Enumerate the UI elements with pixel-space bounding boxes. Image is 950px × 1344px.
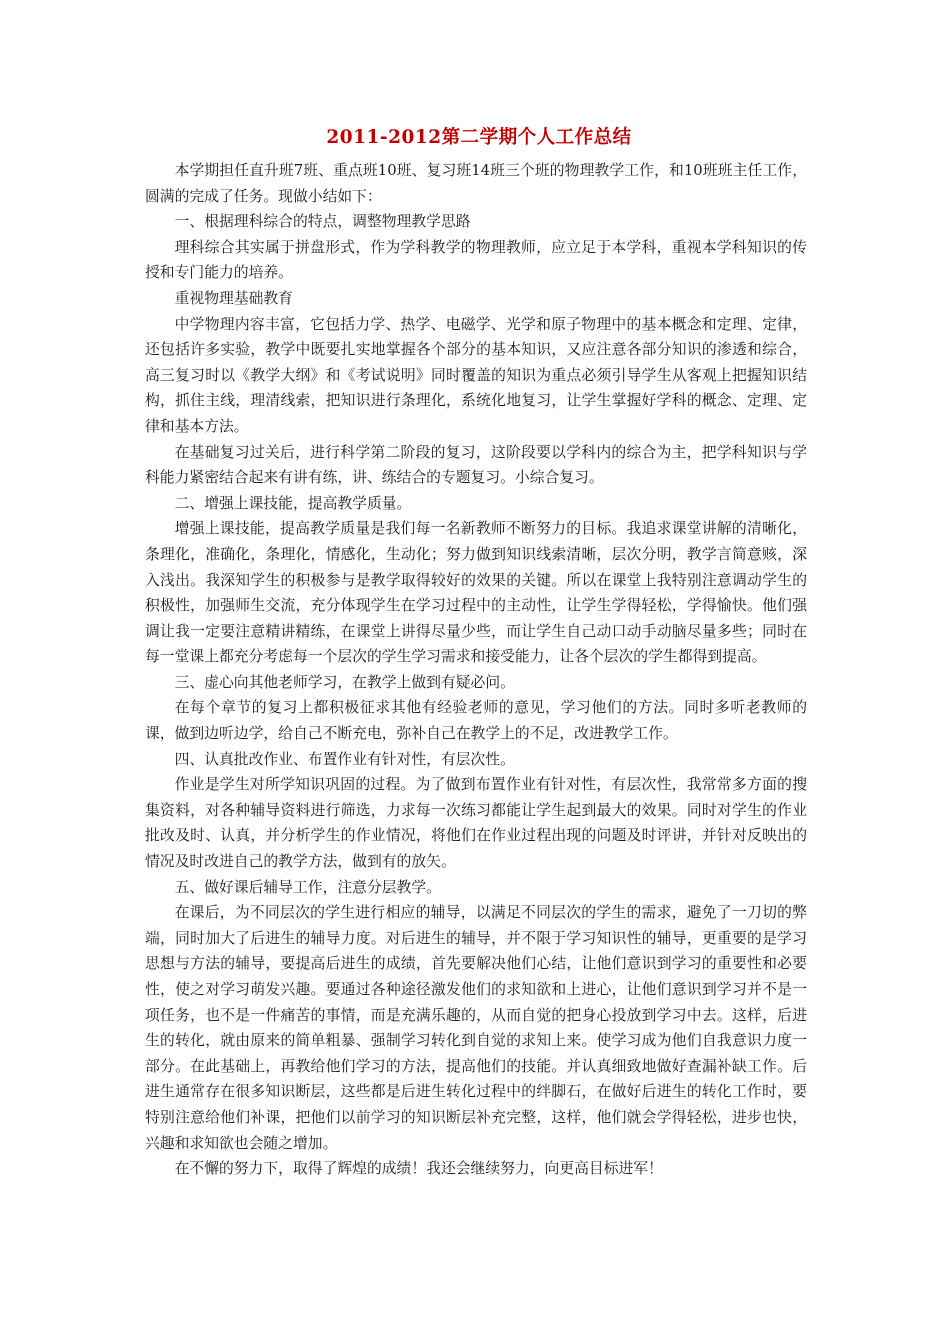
paragraph: 作业是学生对所学知识巩固的过程。为了做到布置作业有针对性，有层次性，我常常多方面的搜集资料，对各种辅导资料进行筛选，力求每一次练习都能让学生起到最大的效果。同时对学生的作业批改及时、认真，并分析学生的作业情况，将他们在作业过程出现的问题及时评讲，并针对反映出的情况及时改进自己的教学方法，做到有的放矢。 — [145, 776, 807, 871]
section-heading-1: 一、根据理科综合的特点，调整物理教学思路 — [174, 213, 471, 231]
paragraph: 在课后，为不同层次的学生进行相应的辅导，以满足不同层次的学生的需求，避免了一刀切的弊端，同时加大了后进生的辅导力度。对后进生的辅导，并不限于学习知识性的辅导，更重要的是学习思想与方法的辅导，要提高后进生的成绩，首先要解决他们心结，让他们意识到学习的重要性和必要性，使之对学习萌发兴趣。要通过各种途径激发他们的求知欲和上进心，让他们意识到学习并不是一项任务，也不是一件痛苦的事情，而是充满乐趣的，从而自觉的把身心投放到学习中去。这样，后进生的转化，就由原来的简单粗暴、强制学习转化到自觉的求知上来。使学习成为他们自我意识力度一部分。在此基础上，再教给他们学习的方法，提高他们的技能。并认真细致地做好查漏补缺工作。后进生通常存在很多知识断层，这些都是后进生转化过程中的绊脚石，在做好后进生的转化工作时，要特别注意给他们补课，把他们以前学习的知识断层补充完整，这样，他们就会学得轻松，进步也快，兴趣和求知欲也会随之增加。 — [145, 904, 807, 1152]
document-title: 2011-2012第二学期个人工作总结 — [326, 127, 632, 148]
paragraph: 理科综合其实属于拼盘形式，作为学科教学的物理教师，应立足于本学科，重视本学科知识的传授和专门能力的培养。 — [145, 238, 807, 282]
subheading: 重视物理基础教育 — [174, 289, 293, 307]
paragraph: 在每个章节的复习上都积极征求其他有经验老师的意见，学习他们的方法。同时多听老教师的课，做到边听边学，给自己不断充电，弥补自己在教学上的不足，改进教学工作。 — [145, 699, 807, 743]
document-body — [145, 158, 807, 1182]
paragraph: 中学物理内容丰富，它包括力学、热学、电磁学、光学和原子物理中的基本概念和定理、定律，还包括许多实验，教学中既要扎实地掌握各个部分的基本知识，又应注意各部分知识的渗透和综合，高三复习时以《教学大纲》和《考试说明》同时覆盖的知识为重点必须引导学生从客观上把握知识结构，抓住主线，理清线索，把知识进行条理化，系统化地复习，让学生掌握好学科的概念、定理、定律和基本方法。 — [145, 315, 807, 435]
paragraph-intro: 本学期担任直升班7班、重点班10班、复习班14班三个班的物理教学工作，和10班班主任工作，圆满的完成了任务。现做小结如下： — [145, 162, 807, 205]
paragraph: 在基础复习过关后，进行科学第二阶段的复习，这阶段要以学科内的综合为主，把学科知识与学科能力紧密结合起来有讲有练，讲、练结合的专题复习。小综合复习。 — [145, 443, 807, 487]
document-page — [145, 124, 807, 1182]
paragraph: 增强上课技能，提高教学质量是我们每一名新教师不断努力的目标。我追求课堂讲解的清晰化，条理化，准确化，条理化，情感化，生动化；努力做到知识线索清晰，层次分明，教学言简意赅，深入浅出。我深知学生的积极参与是教学取得较好的效果的关键。所以在课堂上我特别注意调动学生的积极性，加强师生交流，充分体现学生在学习过程中的主动性，让学生学得轻松，学得愉快。他们强调让我一定要注意精讲精练，在课堂上讲得尽量少些，而让学生自己动口动手动脑尽量多些；同时在每一堂课上都充分考虑每一个层次的学生学习需求和接受能力，让各个层次的学生都得到提高。 — [145, 520, 807, 666]
paragraph-conclusion: 在不懈的努力下，取得了辉煌的成绩！我还会继续努力，向更高目标进军！ — [174, 1160, 663, 1178]
section-heading-4: 四、认真批改作业、布置作业有针对性，有层次性。 — [174, 750, 515, 768]
section-heading-5: 五、做好课后辅导工作，注意分层教学。 — [174, 878, 441, 896]
section-heading-3: 三、虚心向其他老师学习，在教学上做到有疑必问。 — [174, 673, 515, 691]
section-heading-2: 二、增强上课技能，提高教学质量。 — [174, 494, 412, 512]
